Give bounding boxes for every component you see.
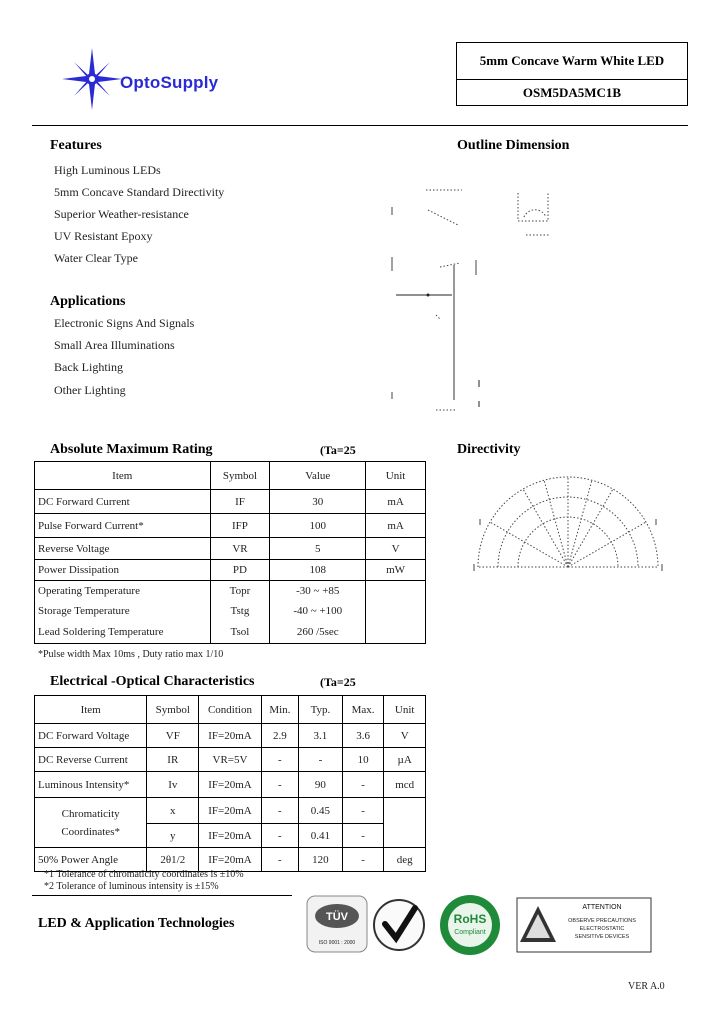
feature-item: 5mm Concave Standard Directivity <box>54 185 225 199</box>
attention-line: SENSITIVE DEVICES <box>574 934 630 940</box>
table-header-row <box>35 462 426 490</box>
column-header: Item <box>35 696 147 724</box>
table-row <box>35 560 426 581</box>
certified-check-badge <box>371 892 427 958</box>
table-cell: - <box>261 748 298 772</box>
table-cell: IR <box>147 748 199 772</box>
column-header: Max. <box>342 696 384 724</box>
table-cell: Tstg <box>210 601 270 621</box>
star-logo-icon <box>62 48 122 110</box>
attention-line: OBSERVE PRECAUTIONS <box>568 918 636 924</box>
abs-max-condition: (Ta=25 <box>320 443 356 457</box>
header-divider <box>32 125 688 126</box>
feature-item: High Luminous LEDs <box>54 163 161 177</box>
directivity-polar-chart <box>458 475 678 580</box>
column-header: Condition <box>199 696 261 724</box>
table-cell: IF <box>210 490 270 514</box>
brand-name: OptoSupply <box>120 73 219 92</box>
table-cell: Power Dissipation <box>35 560 211 581</box>
rohs-badge <box>435 892 505 958</box>
table-row <box>35 601 426 621</box>
table-cell: 0.41 <box>299 824 343 848</box>
column-header: Value <box>270 462 366 490</box>
table-cell: VR <box>210 538 270 560</box>
table-cell: IF=20mA <box>199 824 261 848</box>
table-cell: VF <box>147 724 199 748</box>
attention-line: ELECTROSTATIC <box>579 926 625 932</box>
feature-item: UV Resistant Epoxy <box>54 229 153 243</box>
table-row <box>35 514 426 538</box>
column-header: Unit <box>384 696 426 724</box>
table-cell: Reverse Voltage <box>35 538 211 560</box>
table-cell: Lead Soldering Temperature <box>35 621 211 643</box>
table-row <box>35 490 426 514</box>
table-cell: 2.9 <box>261 724 298 748</box>
column-header: Typ. <box>299 696 343 724</box>
table-cell: -30 ~ +85 <box>270 581 366 602</box>
table-cell: IF=20mA <box>199 724 261 748</box>
tuv-label: TÜV <box>326 911 348 923</box>
table-cell: VR=5V <box>199 748 261 772</box>
table-cell: - <box>342 772 384 798</box>
table-row <box>35 621 426 643</box>
table-cell: IFP <box>210 514 270 538</box>
application-item: Electronic Signs And Signals <box>54 316 195 330</box>
table-cell: x <box>147 798 199 824</box>
eo-note: *1 Tolerance of chromaticity coordinates is ±10% <box>44 869 244 880</box>
table-row <box>35 798 426 824</box>
table-cell: 2θ1/2 <box>147 848 199 872</box>
table-header-row <box>35 696 426 724</box>
table-cell: - <box>261 772 298 798</box>
table-cell: - <box>342 798 384 824</box>
table-cell: IF=20mA <box>199 848 261 872</box>
attention-title: ATTENTION <box>582 904 622 911</box>
tuv-sub: ISO 9001 : 2000 <box>318 940 356 946</box>
eo-note: *2 Tolerance of luminous intensity is ±15% <box>44 881 219 892</box>
table-cell: - <box>261 824 298 848</box>
table-cell: 120 <box>299 848 343 872</box>
table-cell: 0.45 <box>299 798 343 824</box>
eo-condition: (Ta=25 <box>320 675 356 689</box>
eo-table <box>34 695 426 872</box>
column-header: Unit <box>366 462 426 490</box>
table-cell: Topr <box>210 581 270 602</box>
table-cell: 50% Power Angle <box>35 848 147 872</box>
table-cell: DC Forward Voltage <box>35 724 147 748</box>
application-item: Small Area Illuminations <box>54 338 175 352</box>
tuv-cert-badge <box>304 892 370 958</box>
table-cell: Storage Temperature <box>35 601 211 621</box>
column-header: Min. <box>261 696 298 724</box>
footer-divider <box>32 895 292 896</box>
abs-max-footnote: *Pulse width Max 10ms , Duty ratio max 1/10 <box>38 649 224 660</box>
part-number: OSM5DA5MC1B <box>522 84 622 100</box>
table-cell: - <box>342 848 384 872</box>
table-cell: 260 /5sec <box>270 621 366 643</box>
table-cell <box>384 798 426 848</box>
optosupply-logo <box>62 48 272 110</box>
feature-item: Water Clear Type <box>54 251 138 265</box>
application-item: Other Lighting <box>54 383 126 397</box>
table-cell: Luminous Intensity* <box>35 772 147 798</box>
table-cell: mA <box>366 490 426 514</box>
table-row <box>35 772 426 798</box>
table-cell: Iv <box>147 772 199 798</box>
table-cell: 108 <box>270 560 366 581</box>
abs-max-heading: Absolute Maximum Rating <box>50 442 213 457</box>
table-cell: V <box>366 538 426 560</box>
directivity-heading: Directivity <box>457 442 521 457</box>
column-header: Item <box>35 462 211 490</box>
table-cell: - <box>342 824 384 848</box>
eo-heading: Electrical -Optical Characteristics <box>50 674 255 689</box>
table-cell: DC Forward Current <box>35 490 211 514</box>
table-cell: V <box>384 724 426 748</box>
table-cell: PD <box>210 560 270 581</box>
table-cell: 100 <box>270 514 366 538</box>
table-cell: IF=20mA <box>199 798 261 824</box>
table-cell: 3.6 <box>342 724 384 748</box>
company-name: LED & Application Technologies <box>38 916 235 931</box>
column-header: Symbol <box>210 462 270 490</box>
application-item: Back Lighting <box>54 360 123 374</box>
features-heading: Features <box>50 138 102 153</box>
table-cell: 30 <box>270 490 366 514</box>
table-cell <box>366 621 426 643</box>
table-cell: Pulse Forward Current* <box>35 514 211 538</box>
feature-item: Superior Weather-resistance <box>54 207 189 221</box>
table-row <box>35 724 426 748</box>
table-row <box>35 538 426 560</box>
table-cell: -40 ~ +100 <box>270 601 366 621</box>
table-cell: deg <box>384 848 426 872</box>
table-cell: 3.1 <box>299 724 343 748</box>
table-cell: 10 <box>342 748 384 772</box>
table-row <box>35 848 426 872</box>
outline-heading: Outline Dimension <box>457 138 570 153</box>
version-label: VER A.0 <box>628 981 665 992</box>
table-cell: IF=20mA <box>199 772 261 798</box>
esd-attention-badge <box>516 892 652 958</box>
table-cell: Operating Temperature <box>35 581 211 602</box>
table-cell: µA <box>384 748 426 772</box>
product-title: 5mm Concave Warm White LED <box>457 43 687 80</box>
table-row <box>35 748 426 772</box>
table-cell: mW <box>366 560 426 581</box>
table-cell <box>366 581 426 602</box>
table-cell: Chromaticity Coordinates* <box>35 798 147 848</box>
table-row <box>35 581 426 602</box>
rohs-label: RoHS <box>453 912 487 926</box>
table-cell: mA <box>366 514 426 538</box>
table-cell: - <box>299 748 343 772</box>
table-cell: 90 <box>299 772 343 798</box>
outline-dimension-drawing <box>380 175 580 420</box>
rohs-sub: Compliant <box>454 929 486 936</box>
table-cell <box>366 601 426 621</box>
table-cell: Tsol <box>210 621 270 643</box>
table-cell: - <box>261 798 298 824</box>
table-cell: y <box>147 824 199 848</box>
table-cell: mcd <box>384 772 426 798</box>
title-box <box>456 42 688 106</box>
table-cell: DC Reverse Current <box>35 748 147 772</box>
applications-heading: Applications <box>50 294 126 309</box>
table-cell: 5 <box>270 538 366 560</box>
abs-max-table <box>34 461 426 644</box>
table-cell: - <box>261 848 298 872</box>
column-header: Symbol <box>147 696 199 724</box>
